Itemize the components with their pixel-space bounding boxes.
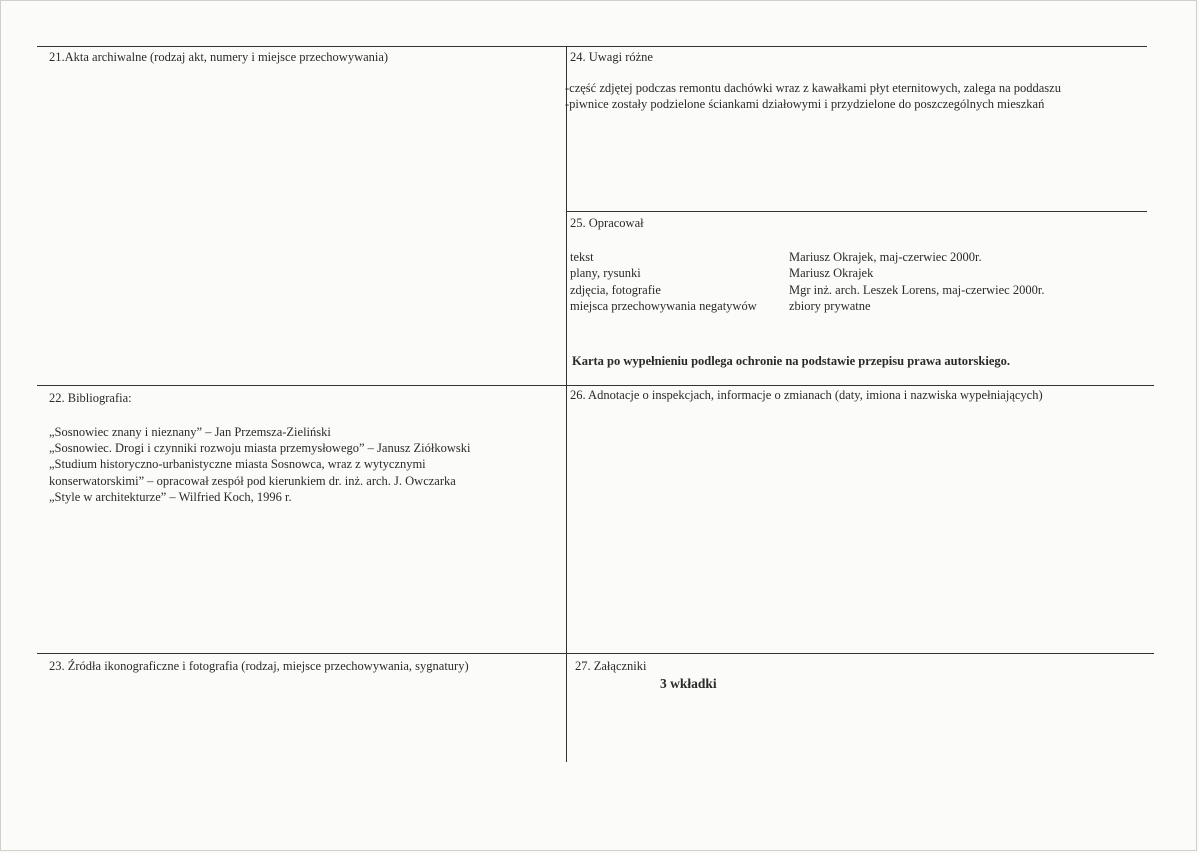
credit-author: Mariusz Okrajek, maj-czerwiec 2000r. [789,250,982,264]
rule-above-s22-s26 [37,385,1154,386]
section-22-title: 22. Bibliografia: [49,391,132,405]
attachments-value: 3 wkładki [660,676,717,691]
bibliography-entry: „Sosnowiec znany i nieznany” – Jan Przemsza-Zieliński [49,425,331,439]
section-26-title: 26. Adnotacje o inspekcjach, informacje o zmianach (daty, imiona i nazwiska wypełniających) [570,388,1043,402]
bibliography-list [49,424,470,505]
top-rule [37,46,1147,47]
center-divider [566,46,567,762]
credit-role: zdjęcia, fotografie [570,282,661,297]
credit-author: Mgr inż. arch. Leszek Lorens, maj-czerwiec 2000r. [789,282,1045,297]
bibliography-entry: „Style w architekturze” – Wilfried Koch, 1996 r. [49,489,292,504]
bibliography-entry: „Studium historyczno-urbanistyczne miasta Sosnowca, wraz z wytycznymi [49,457,426,472]
section-21-title: 21.Akta archiwalne (rodzaj akt, numery i miejsce przechowywania) [49,50,389,64]
section-24-notes [565,80,1061,112]
section-27-title: 27. Załączniki [575,659,647,673]
credit-role: plany, rysunki [570,266,641,281]
rule-above-s25 [566,211,1147,212]
note-line: -piwnice zostały podzielone ściankami działowymi i przydzielone do poszczególnych mieszkań [565,97,1045,112]
section-24-title: 24. Uwagi różne [570,50,653,64]
section-25-title: 25. Opracował [570,216,644,230]
bibliography-entry: konserwatorskimi” – opracował zespół pod kierunkiem dr. inż. arch. J. Owczarka [49,473,456,488]
rule-above-s23-s27 [37,653,1154,654]
credit-author: zbiory prywatne [789,298,871,313]
section-23-title: 23. Źródła ikonograficzne i fotografia (rodzaj, miejsce przechowywania, sygnatury) [49,659,469,673]
note-line: -część zdjętej podczas remontu dachówki wraz z kawałkami płyt eternitowych, zalega na poddaszu [565,81,1061,95]
credit-author: Mariusz Okrajek [789,266,874,281]
copyright-notice: Karta po wypełnieniu podlega ochronie na podstawie przepisu prawa autorskiego. [572,354,1011,368]
credit-role: miejsca przechowywania negatywów [570,298,757,313]
bibliography-entry: „Sosnowiec. Drogi i czynniki rozwoju miasta przemysłowego” – Janusz Ziółkowski [49,441,471,456]
credit-role: tekst [570,250,594,264]
